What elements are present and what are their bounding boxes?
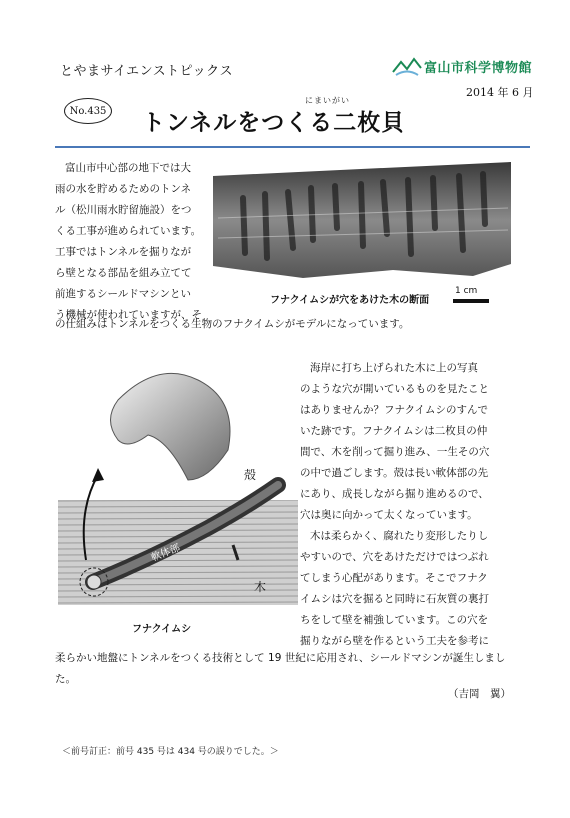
museum-logo <box>392 50 542 80</box>
museum-name: 富山市科学博物館 <box>424 61 533 76</box>
main-line: イムシは穴を掘ると同時に石灰質の裏打 <box>300 593 489 605</box>
intro-line: ル（松川雨水貯留施設）をつ <box>55 204 192 216</box>
main-line: やすいので、穴をあけただけではつぶれ <box>300 551 489 563</box>
main-line: はありませんか？フナクイムシのすんで <box>300 404 489 416</box>
main-line: 間で、木を削って掘り進み、一生その穴 <box>300 446 490 458</box>
main-paragraph-tail: 柔らかい地盤にトンネルをつくる技術として 19 世紀に応用され、シールドマシンが誕生しました。 <box>55 652 506 685</box>
intro-line: ら壁となる部品を組み立てて <box>55 267 192 279</box>
issue-date: 2014 年 6 月 <box>466 86 534 99</box>
intro-last-line: の仕組みはトンネルをつくる生物のフナクイムシがモデルになっています。 <box>55 318 410 330</box>
museum-mountain-icon <box>392 54 422 76</box>
main-line: てしまう心配があります。そこでフナク <box>300 572 488 584</box>
main-line: 木は柔らかく、腐れたり変形したりし <box>310 530 489 542</box>
wood-section-photo <box>213 158 511 284</box>
wood-label: 木 <box>254 580 267 594</box>
intro-line: 前進するシールドマシンとい <box>55 288 192 300</box>
shell-label: 殻 <box>244 468 257 482</box>
main-line: のような穴が開いているものを見たこと <box>300 383 489 395</box>
footnote: ＜前号訂正：前号 435 号は 434 号の誤りでした。＞ <box>62 747 279 757</box>
body-label: 軟体部 <box>149 542 182 565</box>
illustration-caption: フナクイムシ <box>132 624 192 635</box>
main-line: 海岸に打ち上げられた木に上の写真 <box>310 362 478 374</box>
series-title: とやまサイエンストピックス <box>60 64 234 79</box>
main-line: にあり、成長しながら掘り進めるので、 <box>300 488 489 500</box>
intro-line: 富山市中心部の地下では大 <box>65 162 191 174</box>
photo-caption: フナクイムシが穴をあけた木の断面 <box>270 295 430 306</box>
main-line: 穴は奥に向かって太くなっています。 <box>300 509 478 521</box>
main-paragraph <box>300 358 508 652</box>
intro-line: 工事ではトンネルを掘りなが <box>55 246 192 258</box>
shipworm-illustration <box>58 360 298 610</box>
intro-paragraph <box>55 158 205 326</box>
main-line: いた跡です。フナクイムシは二枚貝の仲 <box>300 425 488 437</box>
scale-bar <box>453 299 489 303</box>
intro-line: 雨の水を貯めるためのトンネ <box>55 183 192 195</box>
page-title: トンネルをつくる二枚貝 <box>142 110 406 136</box>
author: （吉岡 翼） <box>448 688 511 700</box>
title-ruby: にまいがい <box>305 96 350 105</box>
intro-line: くる工事が進められています。 <box>55 225 202 237</box>
main-line: の中で過ごします。殻は長い軟体部の先 <box>300 467 489 479</box>
intro-line: う機械が使われていますが、そ <box>55 309 202 321</box>
main-line: ちをして壁を補強しています。この穴を <box>300 614 489 626</box>
scale-label: 1 cm <box>455 286 478 296</box>
main-line: 掘りながら壁を作るという工夫を参考に <box>300 635 489 647</box>
title-rule <box>55 146 530 148</box>
issue-number: No.435 <box>64 98 112 124</box>
